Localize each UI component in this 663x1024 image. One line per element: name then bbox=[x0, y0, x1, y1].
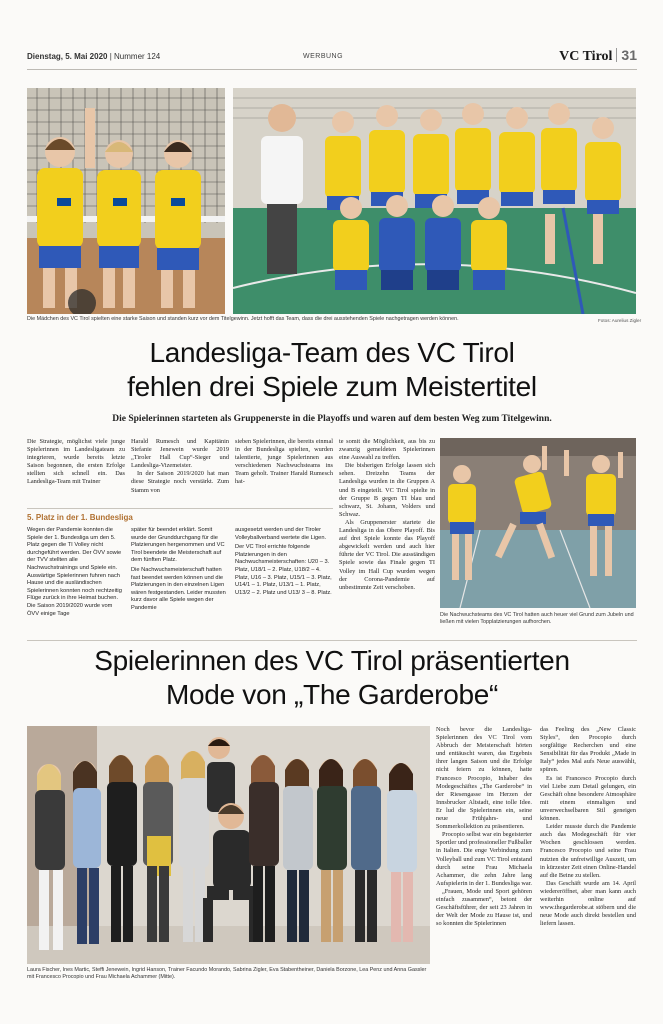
headline-landesliga-line1: Landesliga-Team des VC Tirol bbox=[149, 337, 515, 368]
box-col2-paragraph-a: später für beendet erklärt. Somit wurde der Grunddurchgang für die Platzierungen hergenommen und VC Tirol beendete die Meisterschaft auf dem fünften Platz. bbox=[131, 527, 225, 564]
article2-column-2 bbox=[540, 726, 636, 928]
box-column-3 bbox=[235, 527, 335, 597]
header-brand: VC Tirol bbox=[559, 49, 613, 64]
article1-col2-paragraph-a: Harald Rumesch und Kapitänin Stefanie Jenewein wurde 2019 „Tiroler Hall Cup“-Sieger und Landesliga-Vizemeister. bbox=[131, 438, 229, 470]
headline-garderobe-line2: Mode von „The Garderobe“ bbox=[165, 679, 499, 710]
team-photo-caption: Die Mädchen des VC Tirol spielten eine starke Saison und standen kurz vor dem Titelgewinn. Jetzt hofft das Team, dass die drei ausstehenden Spiele nachgetragen werden können. bbox=[27, 316, 459, 322]
article1-col3-paragraph: sieben Spielerinnen, die bereits einmal in der Bundesliga spielten, wurden talentierte, junge Spielerinnen aus verschiedenen Nachwuchsteams ins Team geholt. Trainer Harald Rumesch hat- bbox=[235, 438, 333, 486]
box-column-1 bbox=[27, 527, 125, 618]
box-col3-paragraph-a: ausgesetzt werden und der Tiroler Volleyballverband wertete die Ligen. bbox=[235, 527, 327, 541]
article-separator bbox=[27, 640, 637, 641]
article1-col4-paragraph-a: te somit die Möglichkeit, aus bis zu zwanzig gemeldeten Spielerinnen eine Auswahl zu treffen. bbox=[339, 438, 435, 462]
article2-col1-paragraph-c: „Frauen, Mode und Sport gehören einfach zusammen“, betont der Geschäftsführer, der seit 23 Jahren in der Welt der Mode zu Hause ist, und so konnten die Spielerinnen bbox=[436, 887, 532, 928]
article2-col2-paragraph-a: das Feeling des „New Classic Styles“, den Procopio durch sorgfältige Recherchen und eine Sensibilität für das Produkt „Made in Italy“ jedes Mal aufs Neue auswählt, spüren. bbox=[540, 726, 636, 774]
headline-garderobe-line1: Spielerinnen des VC Tirol präsentierten bbox=[94, 645, 570, 676]
article1-col4-paragraph-b: Die bisherigen Erfolge lassen sich sehen. Dreizehn Teams der Landesliga wurden in die Gruppen A und B eingeteilt. VC Tirol spielte in der Gruppe B gegen TI blau und schwarz, St. Johann, Volders und Schwaz. bbox=[339, 462, 435, 518]
article1-column-4 bbox=[339, 438, 435, 592]
article2-column-1 bbox=[436, 726, 532, 928]
article1-col4-paragraph-c: Als Gruppenerster startete die Landesliga in das Obere Playoff. Bis auf drei Spiele konnte das Playoff abgewickelt werden und auch hier führte der VC Tirol. Die ausständigen Spiele sowie das Finale gegen TI Volley im Hall Cup wurden wegen der Corona-Pandemie auf unbestimmte Zeit verschoben. bbox=[339, 518, 435, 591]
box-col2-paragraph-b: Die Nachwuchsmeisterschaft hatten fast beendet werden können und die Platzierungen in den einzelnen Ligen wären festgestanden. Leider mussten kurz davor alle Spiele wegen der Pandemie bbox=[131, 566, 226, 611]
photo-youth-teams bbox=[440, 438, 636, 608]
subheadline-landesliga: Die Spielerinnen starteten als Gruppenerste in die Playoffs und waren auf dem besten Weg zum Titelgewinn. bbox=[112, 414, 552, 424]
subhead-rule bbox=[27, 508, 333, 509]
box-column-2 bbox=[131, 527, 229, 613]
box-col3-paragraph-b: Der VC Tirol errichte folgende Platzierungen in den Nachwuchsmeisterschaften: U20 – 3. Platz, U18/1 – 2. Platz, U18/2 – 4. Platz, U16 – 3. Platz, U15/1 – 3. Platz, U14/1 – 1. Platz, U13/1 – 1. Platz, U13/2 – 2. Platz und U13/ 3 – 8. Platz. bbox=[235, 544, 332, 596]
header-issue: Nummer 124 bbox=[114, 52, 161, 61]
headline-landesliga-line2: fehlen drei Spiele zum Meistertitel bbox=[127, 371, 537, 402]
header-date-issue: Dienstag, 5. Mai 2020 | Nummer 124 bbox=[27, 52, 161, 61]
article2-col1-paragraph-b: Procopio selbst war ein begeisterter Sportler und professioneller Fußballer in Italien. Die enge Verbindung zum Volleyball und zum VC Tirol entstand durch seine Frau Michaela Achammer, die zehn Jahre lang Aufspielerin in der 1. Bundesliga war. bbox=[436, 831, 533, 887]
article2-col1-paragraph-a: Noch bevor die Landesliga-Spielerinnen des VC Tirol vom Abbruch der Meisterschaft hörten und enttäuscht waren, das Ergebnis ihrer langen Saison und die Erfolge nicht feiern zu können, hatte Francesco Procopio, Inhaber des Modegeschäftes „The Garderobe“ in der Riesengasse im Herzen der Innsbrucker Altstadt, eine tolle Idee. Er lud die Spielerinnen ein, seine neue Frühjahrs- und Sommerkollektion zu präsentieren. bbox=[436, 726, 532, 831]
headline-garderobe bbox=[27, 644, 637, 712]
article1-col1-paragraph: Die Strategie, möglichst viele junge Spielerinnen im Landesligateam zu integrieren, wurde bereits letzte Saison begonnen, die ersten Erfolge stellten sich schnell ein. Das Landesliga-Team mit Trainer bbox=[27, 438, 125, 486]
photo-garderobe-group bbox=[27, 726, 430, 964]
header-brand-page bbox=[559, 47, 637, 65]
article1-column-2 bbox=[131, 438, 229, 495]
headline-landesliga bbox=[27, 336, 637, 404]
photo-credit: Fotos: Aurelius Zigler bbox=[598, 318, 642, 323]
subhead-bundesliga: 5. Platz in der 1. Bundesliga bbox=[27, 513, 133, 522]
article1-column-1 bbox=[27, 438, 125, 487]
article2-col2-paragraph-b: Es ist Francesco Procopio durch viel Liebe zum Detail gelungen, ein Geschäft ohne besondere Atmosphäre mit einem einmaligen und unverwechselbaren Stil geneigen können. bbox=[540, 774, 636, 823]
article1-col2-paragraph-b: In der Saison 2019/2020 hat man diese Strategie noch verstärkt. Zum Stamm von bbox=[131, 470, 229, 494]
article2-col2-paragraph-c: Leider musste durch die Pandemie auch das Modegeschäft für vier Wochen geschlossen werden. Francesco Procopio und seine Frau nutzten die unfreiwillige Auszeit, um in kürzester Zeit einen Online-Handel auf die Beine zu stellen. bbox=[540, 823, 636, 879]
header-page-number: 31 bbox=[621, 47, 637, 63]
photo-team-landesliga bbox=[233, 88, 636, 314]
header-section: WERBUNG bbox=[303, 53, 344, 60]
article2-col2-paragraph-d: Das Geschäft wurde am 14. April wiedereröffnet, aber man kann auch weiterhin online auf www.thegarderobe.at stöbern und die neue Mode auch direkt bestellen und liefern lassen. bbox=[540, 879, 636, 928]
box-col1-paragraph: Wegen der Pandemie konnten die Spiele der 1. Bundesliga um den 5. Platz gegen die TI Volley nicht durchgeführt werden. Der ÖVV sowie der TVV stellten alle Nachwuchstrainings und Spiele ein. Auswärtige Spielerinnen fuhren nach Hause und die ausländischen Spielerinnen konnten noch rechtzeitig Flüge zurück in ihre Heimat buchen. Die Saison 2019/2020 wurde vom ÖVV einige Tage bbox=[27, 527, 122, 617]
article1-column-3 bbox=[235, 438, 333, 487]
group-photo-caption: Laura Fischer, Ines Martic, Steffi Jenewein, Ingrid Hanson, Trainer Facundo Morando, Sabrina Zigler, Eva Stabentheiner, Daniela Borzone, Lea Penz und Anna Gassler mit Francesco Procopio und Frau Michaela Achammer (Mitte). bbox=[27, 967, 427, 980]
youth-photo-caption: Die Nachwuchsteams des VC Tirol hatten auch heuer viel Grund zum Jubeln und ließen mit vielen Topplatzierungen aufhorchen. bbox=[440, 612, 634, 625]
photo-players-at-net bbox=[27, 88, 225, 314]
header-date: Dienstag, 5. Mai 2020 bbox=[27, 52, 108, 61]
page-header bbox=[27, 44, 637, 70]
